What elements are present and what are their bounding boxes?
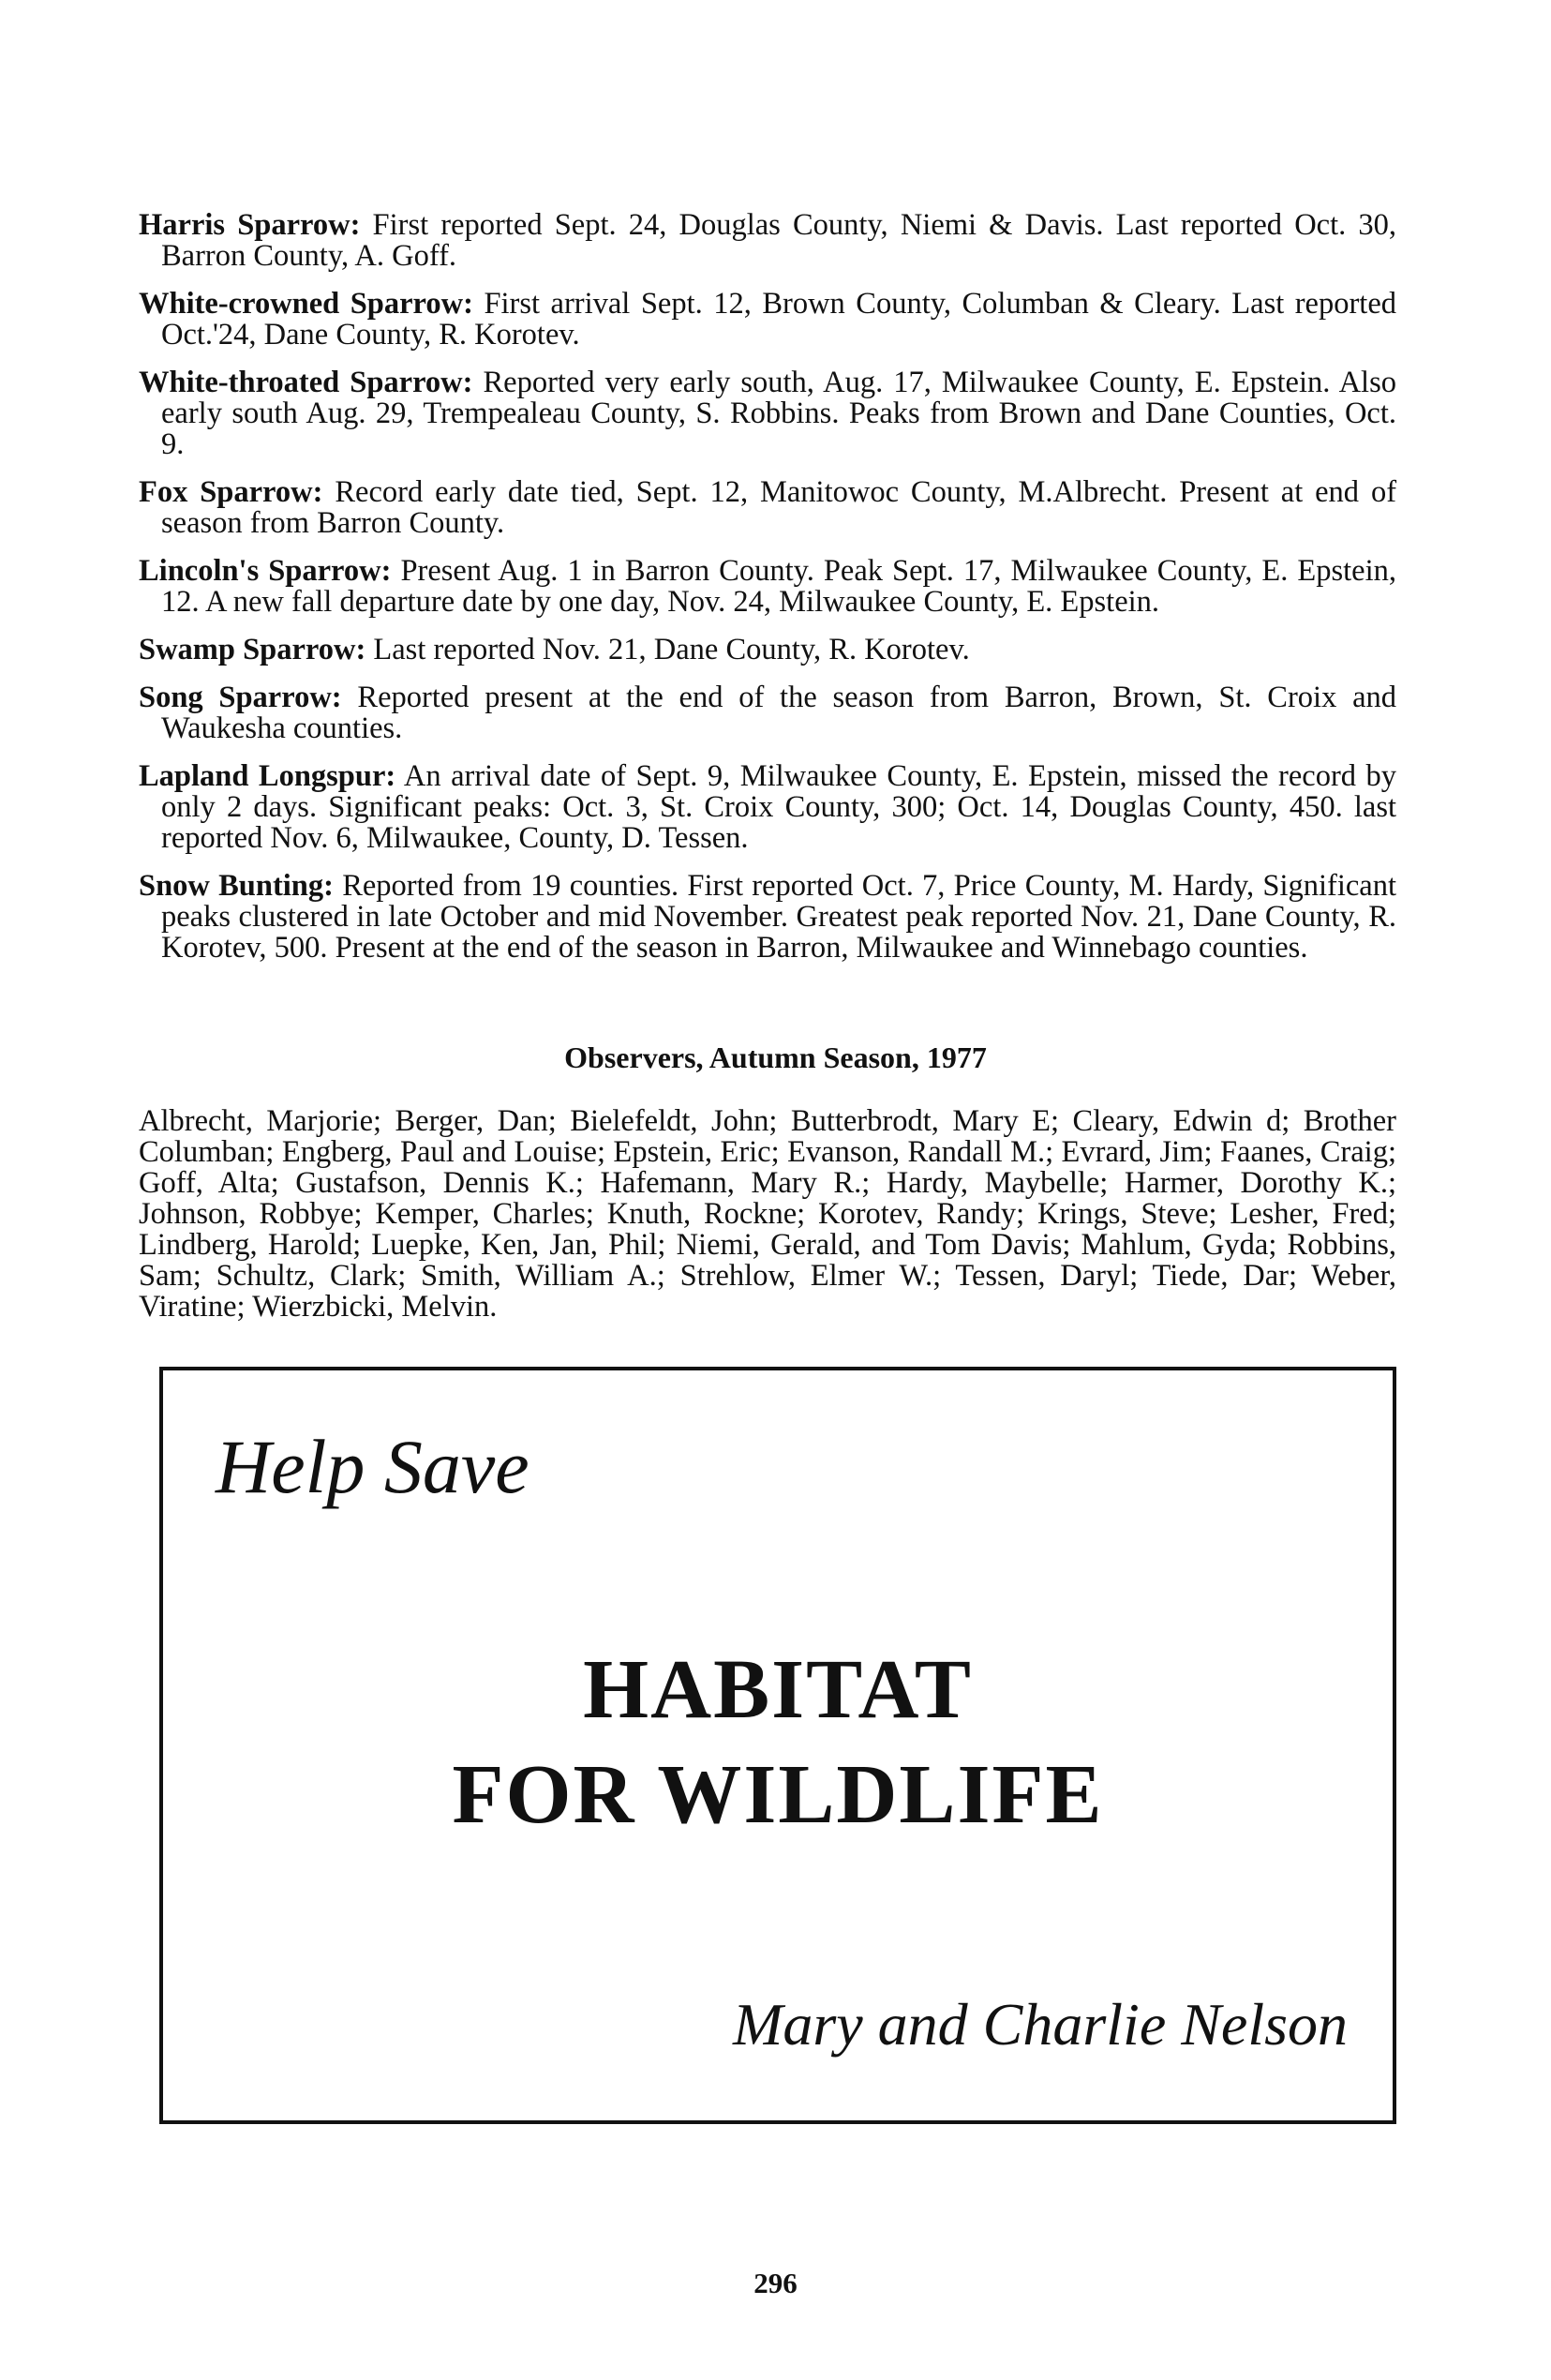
species-name: Harris Sparrow: <box>139 208 361 242</box>
species-name: Song Sparrow: <box>139 681 342 714</box>
ad-main-line-2: FOR WILDLIFE <box>452 1748 1104 1841</box>
species-text: First arrival Sept. 12, Brown County, Columban & Cleary. Last reported Oct.'24, Dane County, R. Korotev. <box>161 287 1397 352</box>
species-name: White-crowned Sparrow: <box>139 287 473 321</box>
species-entry-lincolns-sparrow <box>139 556 1396 618</box>
species-text: An arrival date of Sept. 9, Milwaukee County, E. Epstein, missed the record by only 2 days. Significant peaks: Oct. 3, St. Croix County, 300; Oct. 14, Douglas County, 450. last reported Nov. 6, Milwaukee, County, D. Tessen. <box>161 759 1396 855</box>
observers-heading: Observers, Autumn Season, 1977 <box>564 1040 987 1074</box>
species-text: Reported very early south, Aug. 17, Milwaukee County, E. Epstein. Also early south Aug. 29, Trempealeau County, S. Robbins. Peaks from Brown and Dane Counties, Oct. 9. <box>161 366 1396 461</box>
observers-list: Albrecht, Marjorie; Berger, Dan; Bielefeldt, John; Butterbrodt, Mary E; Cleary, Edwin d; Brother Columban; Engberg, Paul and Louise; Epstein, Eric; Evanson, Randall M.; Evrard, Jim; Faanes, Craig; Goff, Alta; Gustafson, Dennis K.; Hafemann, Mary R.; Hardy, Maybelle; Harmer, Dorothy K.; Johnson, Robbye; Kemper, Charles; Knuth, Rockne; Korotev, Randy; Krings, Steve; Lesher, Fred; Lindberg, Harold; Luepke, Ken, Jan, Phil; Niemi, Gerald, and Tom Davis; Mahlum, Gyda; Robbins, Sam; Schultz, Clark; Smith, William A.; Strehlow, Elmer W.; Tessen, Daryl; Tiede, Dar; Weber, Viratine; Wierzbicki, Melvin. <box>139 1104 1396 1324</box>
species-text: Reported from 19 counties. First reported Oct. 7, Price County, M. Hardy, Significant peaks clustered in late October and mid November. Greatest peak reported Nov. 21, Dane County, R. Korotev, 500. Present at the end of the season in Barron, Milwaukee and Winnebago counties. <box>161 869 1397 965</box>
species-entry-snow-bunting <box>139 871 1396 964</box>
advertisement-box <box>159 1367 1396 2124</box>
species-entry-white-throated-sparrow <box>139 367 1396 460</box>
ad-sponsor-name: Mary and Charlie Nelson <box>733 1991 1348 2058</box>
species-entry-swamp-sparrow <box>139 635 1396 666</box>
species-text: Last reported Nov. 21, Dane County, R. Korotev. <box>373 633 970 666</box>
species-report-list <box>139 210 1396 980</box>
species-text: First reported Sept. 24, Douglas County, Niemi & Davis. Last reported Oct. 30, Barron County, A. Goff. <box>161 208 1397 273</box>
species-name: Snow Bunting: <box>139 869 334 903</box>
species-name: Lapland Longspur: <box>139 759 396 793</box>
page-number: 296 <box>753 2267 798 2299</box>
species-name: Fox Sparrow: <box>139 475 323 509</box>
species-entry-lapland-longspur <box>139 761 1396 854</box>
species-entry-fox-sparrow <box>139 477 1396 539</box>
species-text: Record early date tied, Sept. 12, Manitowoc County, M.Albrecht. Present at end of season from Barron County. <box>161 475 1397 540</box>
species-text: Present Aug. 1 in Barron County. Peak Sept. 17, Milwaukee County, E. Epstein, 12. A new fall departure date by one day, Nov. 24, Milwaukee County, E. Epstein. <box>161 554 1396 619</box>
species-text: Reported present at the end of the season from Barron, Brown, St. Croix and Waukesha counties. <box>161 681 1397 745</box>
ad-main-line-1: HABITAT <box>583 1643 973 1736</box>
species-entry-harris-sparrow <box>139 210 1396 272</box>
ad-main-text <box>163 1638 1393 1848</box>
species-name: White-throated Sparrow: <box>139 366 473 399</box>
species-name: Lincoln's Sparrow: <box>139 554 392 588</box>
species-entry-song-sparrow <box>139 682 1396 744</box>
ad-headline: Help Save <box>216 1424 529 1509</box>
species-entry-white-crowned-sparrow <box>139 289 1396 351</box>
species-name: Swamp Sparrow: <box>139 633 366 666</box>
